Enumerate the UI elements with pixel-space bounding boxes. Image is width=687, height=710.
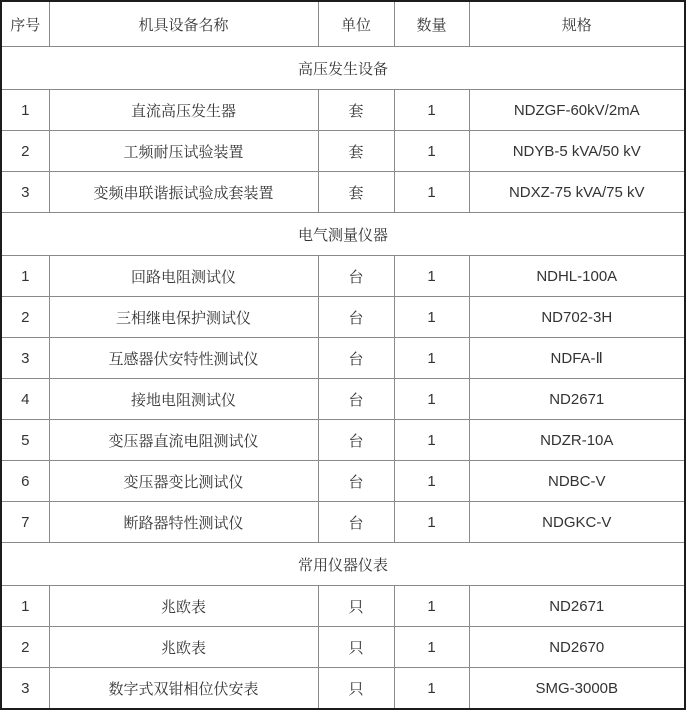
- table-head: [1, 1, 685, 47]
- table-row: [1, 586, 685, 627]
- column-header: 序号: [1, 1, 49, 47]
- table-cell-spec: ND2671: [469, 586, 685, 627]
- table-cell-name: 互感器伏安特性测试仪: [49, 338, 318, 379]
- table-cell-unit: 套: [318, 131, 394, 172]
- table-cell-qty: 1: [394, 131, 469, 172]
- table-cell-no: 3: [1, 172, 49, 213]
- table-cell-unit: 套: [318, 172, 394, 213]
- section-title: 电气测量仪器: [1, 213, 685, 256]
- table-cell-qty: 1: [394, 297, 469, 338]
- table-cell-unit: 只: [318, 668, 394, 710]
- table-row: [1, 131, 685, 172]
- table-row: [1, 420, 685, 461]
- table-cell-name: 兆欧表: [49, 586, 318, 627]
- table-cell-unit: 台: [318, 420, 394, 461]
- table-cell-spec: NDZGF-60kV/2mA: [469, 90, 685, 131]
- table-cell-qty: 1: [394, 502, 469, 543]
- column-header: 单位: [318, 1, 394, 47]
- table-cell-unit: 台: [318, 461, 394, 502]
- table-row: [1, 668, 685, 710]
- table-row: [1, 297, 685, 338]
- table-row: [1, 461, 685, 502]
- table-cell-name: 兆欧表: [49, 627, 318, 668]
- table-cell-no: 1: [1, 256, 49, 297]
- table-row: [1, 627, 685, 668]
- table-cell-qty: 1: [394, 256, 469, 297]
- table-cell-name: 回路电阻测试仪: [49, 256, 318, 297]
- table-cell-unit: 台: [318, 502, 394, 543]
- table-cell-unit: 台: [318, 338, 394, 379]
- section-title: 高压发生设备: [1, 47, 685, 90]
- table-cell-unit: 台: [318, 297, 394, 338]
- table-cell-no: 7: [1, 502, 49, 543]
- column-header: 规格: [469, 1, 685, 47]
- table-cell-spec: SMG-3000B: [469, 668, 685, 710]
- table-row: [1, 172, 685, 213]
- table-header-row: [1, 1, 685, 47]
- table-cell-no: 3: [1, 668, 49, 710]
- table-row: [1, 338, 685, 379]
- table-cell-no: 3: [1, 338, 49, 379]
- table-cell-spec: NDYB-5 kVA/50 kV: [469, 131, 685, 172]
- table-cell-unit: 只: [318, 627, 394, 668]
- table-cell-no: 6: [1, 461, 49, 502]
- table-cell-spec: NDHL-100A: [469, 256, 685, 297]
- table-cell-qty: 1: [394, 586, 469, 627]
- table-cell-spec: NDZR-10A: [469, 420, 685, 461]
- table-cell-no: 2: [1, 131, 49, 172]
- table-cell-spec: NDFA-Ⅱ: [469, 338, 685, 379]
- table-cell-name: 接地电阻测试仪: [49, 379, 318, 420]
- table-cell-spec: ND2670: [469, 627, 685, 668]
- table-cell-name: 断路器特性测试仪: [49, 502, 318, 543]
- column-header: 数量: [394, 1, 469, 47]
- table-cell-no: 4: [1, 379, 49, 420]
- table-cell-no: 2: [1, 627, 49, 668]
- table-cell-spec: ND2671: [469, 379, 685, 420]
- table-cell-qty: 1: [394, 379, 469, 420]
- table-cell-qty: 1: [394, 90, 469, 131]
- table-cell-qty: 1: [394, 461, 469, 502]
- table-cell-qty: 1: [394, 420, 469, 461]
- table-cell-spec: NDXZ-75 kVA/75 kV: [469, 172, 685, 213]
- table-cell-qty: 1: [394, 627, 469, 668]
- table-row: [1, 256, 685, 297]
- table-cell-spec: NDBC-V: [469, 461, 685, 502]
- table-cell-name: 变压器变比测试仪: [49, 461, 318, 502]
- table-cell-no: 2: [1, 297, 49, 338]
- table-cell-name: 变频串联谐振试验成套装置: [49, 172, 318, 213]
- table-cell-no: 1: [1, 90, 49, 131]
- table-row: [1, 379, 685, 420]
- section-header-row: [1, 213, 685, 256]
- table-cell-unit: 台: [318, 256, 394, 297]
- table-cell-spec: NDGKC-V: [469, 502, 685, 543]
- table-cell-unit: 只: [318, 586, 394, 627]
- table-cell-unit: 台: [318, 379, 394, 420]
- table-cell-name: 直流高压发生器: [49, 90, 318, 131]
- table-row: [1, 90, 685, 131]
- table-cell-no: 5: [1, 420, 49, 461]
- table-cell-name: 工频耐压试验装置: [49, 131, 318, 172]
- table-cell-name: 三相继电保护测试仪: [49, 297, 318, 338]
- section-header-row: [1, 47, 685, 90]
- section-title: 常用仪器仪表: [1, 543, 685, 586]
- table-cell-spec: ND702-3H: [469, 297, 685, 338]
- table-cell-no: 1: [1, 586, 49, 627]
- table-cell-qty: 1: [394, 668, 469, 710]
- table-cell-name: 变压器直流电阻测试仪: [49, 420, 318, 461]
- section-header-row: [1, 543, 685, 586]
- table-cell-unit: 套: [318, 90, 394, 131]
- table-cell-qty: 1: [394, 338, 469, 379]
- table-row: [1, 502, 685, 543]
- table-cell-name: 数字式双钳相位伏安表: [49, 668, 318, 710]
- column-header: 机具设备名称: [49, 1, 318, 47]
- table-body: [1, 47, 685, 710]
- table-cell-qty: 1: [394, 172, 469, 213]
